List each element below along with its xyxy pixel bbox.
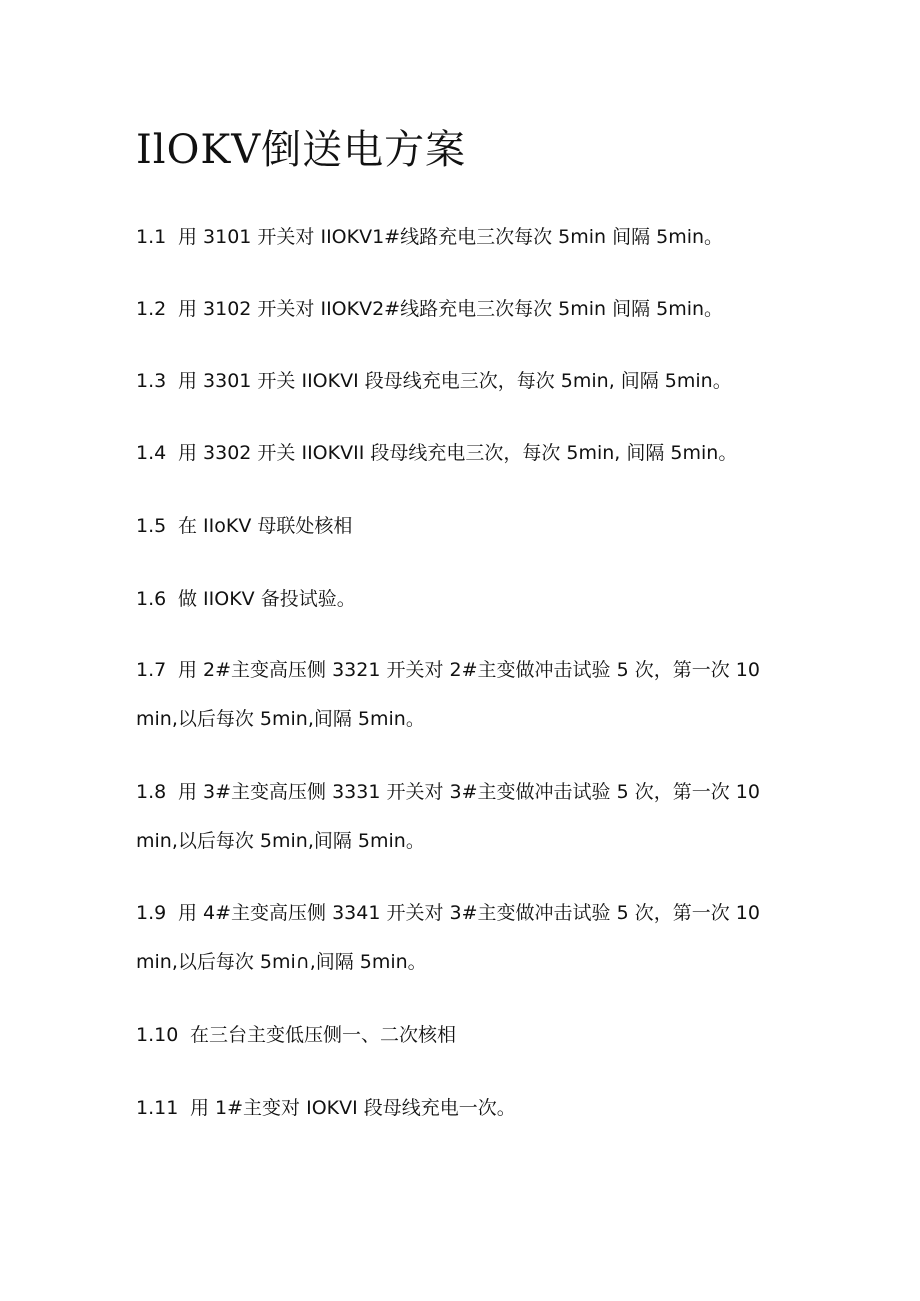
item-number: 1.9 [136, 902, 167, 924]
item-text: 用 3302 开关 IIOKVII 段母线充电三次，每次 5min, 间隔 5min。 [178, 442, 738, 464]
list-item-1-1 [136, 213, 776, 262]
item-text: 用 4#主变高压侧 3341 开关对 3#主变做冲击试验 5 次，第一次 10 [178, 902, 760, 924]
item-number: 1.11 [136, 1097, 179, 1119]
item-number: 1.1 [136, 226, 167, 248]
item-text: 用 3101 开关对 IIOKV1#线路充电三次每次 5min 间隔 5min。 [178, 226, 724, 248]
list-item-1-5 [136, 502, 776, 551]
item-number: 1.4 [136, 442, 167, 464]
item-number: 1.10 [136, 1024, 179, 1046]
list-item-1-7 [136, 646, 776, 744]
item-text-continued: min,以后每次 5min,间隔 5min。 [136, 830, 425, 852]
item-number: 1.5 [136, 515, 167, 537]
item-text: 用 2#主变高压侧 3321 开关对 2#主变做冲击试验 5 次，第一次 10 [178, 659, 760, 681]
list-item-1-8 [136, 768, 776, 866]
item-number: 1.7 [136, 659, 167, 681]
item-text: 用 3102 开关对 IIOKV2#线路充电三次每次 5min 间隔 5min。 [178, 298, 724, 320]
item-text: 在 IIoKV 母联处核相 [178, 515, 353, 537]
item-text: 用 1#主变对 IOKVI 段母线充电一次。 [190, 1097, 516, 1119]
item-number: 1.8 [136, 781, 167, 803]
list-item-1-2 [136, 285, 776, 334]
list-item-1-9 [136, 889, 776, 987]
item-text: 用 3301 开关 IIOKVI 段母线充电三次，每次 5min, 间隔 5min。 [178, 370, 732, 392]
item-text: 用 3#主变高压侧 3331 开关对 3#主变做冲击试验 5 次，第一次 10 [178, 781, 760, 803]
item-text-continued: min,以后每次 5mi∩,间隔 5min。 [136, 951, 427, 973]
document-title: IlOKV倒送电方案 [136, 127, 467, 173]
item-number: 1.2 [136, 298, 167, 320]
list-item-1-4 [136, 429, 776, 478]
item-number: 1.6 [136, 588, 167, 610]
item-number: 1.3 [136, 370, 167, 392]
list-item-1-11 [136, 1084, 776, 1133]
item-text: 做 IIOKV 备投试验。 [178, 588, 356, 610]
item-text-continued: min,以后每次 5min,间隔 5min。 [136, 708, 425, 730]
item-text: 在三台主变低压侧一、二次核相 [190, 1024, 457, 1046]
list-item-1-6 [136, 575, 776, 624]
list-item-1-3 [136, 357, 776, 406]
list-item-1-10 [136, 1011, 776, 1060]
